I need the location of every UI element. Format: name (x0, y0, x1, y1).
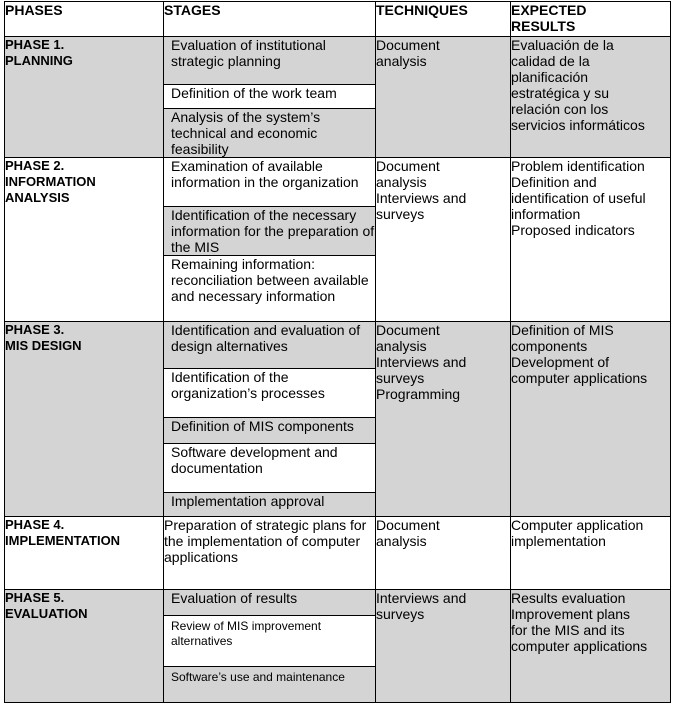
phase-row-5 (5, 590, 671, 703)
stages-cell (164, 590, 376, 703)
results-cell: Problem identification Definition and identification of useful information Proposed indicators (511, 158, 671, 322)
phase-row-3 (5, 322, 671, 517)
phase-title: PHASE 2. INFORMATION ANALYSIS (5, 158, 164, 322)
stage-item: Analysis of the system’s technical and economic feasibility (164, 109, 375, 157)
stages-cell (164, 322, 376, 517)
stage-item: Preparation of strategic plans for the implementation of computer applications (164, 517, 376, 590)
results-cell: Results evaluation Improvement plans for the MIS and its computer applications (511, 590, 671, 703)
phase-title: PHASE 4. IMPLEMENTATION (5, 517, 164, 590)
stage-item: Evaluation of results (164, 590, 375, 616)
stage-item: Review of MIS improvement alternatives (164, 616, 375, 667)
phase-title: PHASE 3. MIS DESIGN (5, 322, 164, 517)
header-techniques: TECHNIQUES (376, 2, 511, 37)
header-results: EXPECTED RESULTS (511, 2, 671, 37)
phase-row-2 (5, 158, 671, 322)
stage-item: Definition of the work team (164, 85, 375, 109)
stage-item: Software’s use and maintenance (164, 667, 375, 702)
stage-item: Software development and documentation (164, 444, 375, 493)
techniques-cell: Interviews and surveys (376, 590, 511, 703)
results-cell: Evaluación de la calidad de la planificación estratégica y su relación con los servicios informáticos (511, 37, 671, 158)
stage-item: Evaluation of institutional strategic planning (164, 37, 375, 85)
stage-item: Remaining information: reconciliation between available and necessary information (164, 256, 375, 321)
phases-table (4, 1, 671, 703)
header-row (5, 2, 671, 37)
techniques-cell: Document analysis (376, 37, 511, 158)
stage-item: Identification and evaluation of design alternatives (164, 322, 375, 369)
stages-cell (164, 158, 376, 322)
header-stages: STAGES (164, 2, 376, 37)
stage-item: Examination of available information in the organization (164, 158, 375, 207)
header-phases: PHASES (5, 2, 164, 37)
results-cell: Computer application implementation (511, 517, 671, 590)
results-cell: Definition of MIS components Development of computer applications (511, 322, 671, 517)
phase-title: PHASE 1. PLANNING (5, 37, 164, 158)
stage-item: Definition of MIS components (164, 418, 375, 444)
phase-row-1 (5, 37, 671, 158)
stages-cell (164, 37, 376, 158)
techniques-cell: Document analysis Interviews and surveys (376, 158, 511, 322)
techniques-cell: Document analysis Interviews and surveys Programming (376, 322, 511, 517)
phase-title: PHASE 5. EVALUATION (5, 590, 164, 703)
stage-item: Implementation approval (164, 493, 375, 516)
stage-item: Identification of the necessary information for the preparation of the MIS (164, 207, 375, 256)
phase-row-4 (5, 517, 671, 590)
techniques-cell: Document analysis (376, 517, 511, 590)
stage-item: Identification of the organization’s processes (164, 369, 375, 418)
